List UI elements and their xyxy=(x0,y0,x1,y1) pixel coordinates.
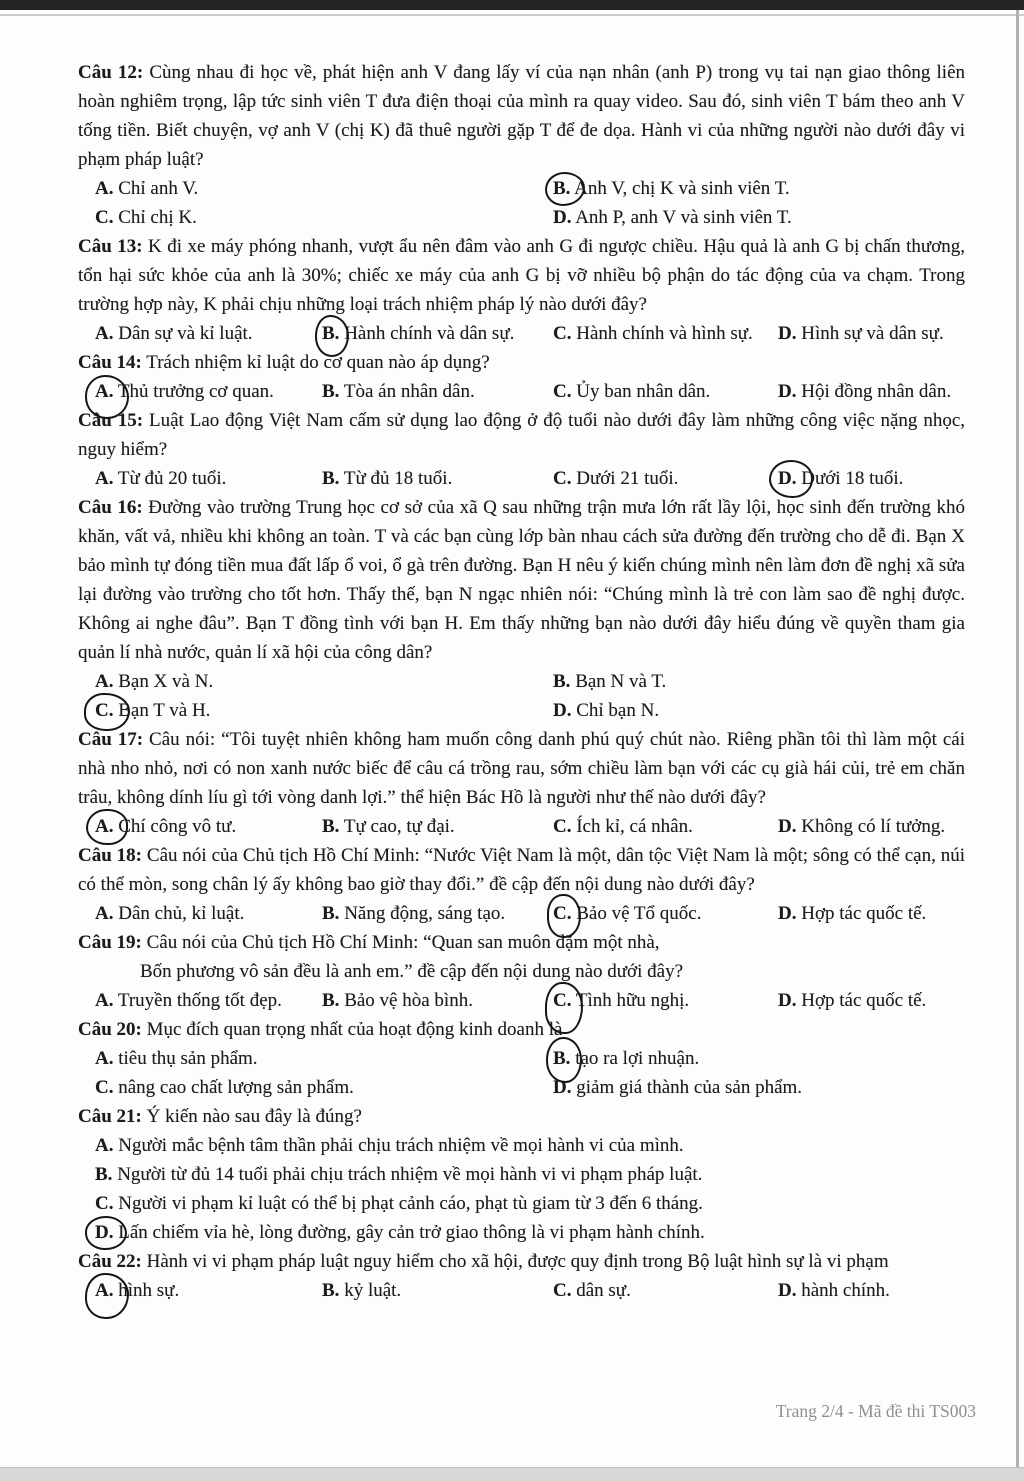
option-text: Truyền thống tốt đẹp. xyxy=(117,990,282,1011)
option-c xyxy=(553,986,778,1015)
option-letter: A. xyxy=(95,1135,114,1156)
options-grid xyxy=(78,464,965,493)
options-grid xyxy=(78,1044,965,1102)
question-15 xyxy=(78,406,965,493)
option-c xyxy=(95,1073,553,1102)
question-body: Câu nói của Chủ tịch Hồ Chí Minh: “Quan san muôn dặm một nhà, xyxy=(146,932,660,953)
option-a xyxy=(95,812,322,841)
option-letter: A. xyxy=(95,323,114,344)
options-grid xyxy=(78,174,965,232)
option-letter: A. xyxy=(95,468,114,489)
question-text xyxy=(78,1102,965,1131)
option-letter: A. xyxy=(95,377,113,406)
option-d xyxy=(778,986,965,1015)
option-letter: D. xyxy=(553,1077,572,1098)
option-letter: D. xyxy=(778,903,797,924)
question-12 xyxy=(78,58,965,232)
page-footer: Trang 2/4 - Mã đề thi TS003 xyxy=(775,1401,976,1421)
option-c xyxy=(95,203,553,232)
option-text: Dân sự và kỉ luật. xyxy=(118,323,253,344)
options-grid xyxy=(78,986,965,1015)
option-d xyxy=(778,319,965,348)
options-list xyxy=(78,1131,965,1247)
option-letter: B. xyxy=(553,1044,570,1073)
option-text: giảm giá thành của sản phẩm. xyxy=(576,1077,803,1098)
option-a xyxy=(95,1131,965,1160)
option-letter: A. xyxy=(95,990,114,1011)
question-body: Hành vi vi phạm pháp luật nguy hiểm cho xã hội, được quy định trong Bộ luật hình sự là vi phạm xyxy=(146,1251,889,1272)
question-text-line2 xyxy=(78,957,965,986)
option-text: Anh V, chị K và sinh viên T. xyxy=(574,178,790,199)
option-letter: B. xyxy=(553,174,570,203)
option-letter: C. xyxy=(553,1280,572,1301)
question-label: Câu 12: xyxy=(78,62,144,83)
option-c xyxy=(95,696,553,725)
option-text: Chí công vô tư. xyxy=(118,816,237,837)
option-d xyxy=(778,812,965,841)
option-text: Anh P, anh V và sinh viên T. xyxy=(575,207,792,228)
option-letter: C. xyxy=(553,381,572,402)
option-text: Từ đủ 20 tuổi. xyxy=(117,468,227,489)
option-letter: D. xyxy=(778,816,797,837)
option-text: Hành chính và dân sự. xyxy=(344,323,515,344)
exam-page xyxy=(78,58,965,1305)
question-body: Luật Lao động Việt Nam cấm sử dụng lao động ở độ tuổi nào dưới đây làm những công việc nặng nhọc, nguy hiểm? xyxy=(78,410,966,460)
question-label: Câu 17: xyxy=(78,729,144,750)
option-text: Không có lí tưởng. xyxy=(801,816,946,837)
question-label: Câu 13: xyxy=(78,236,143,257)
question-18 xyxy=(78,841,965,928)
option-text: Dưới 21 tuổi. xyxy=(576,468,679,489)
question-body: Câu nói: “Tôi tuyệt nhiên không ham muốn công danh phú quý chút nào. Riêng phần tôi thì làm một cái nhà nho nhỏ, nơi có non xanh nước biếc để câu cá trồng rau, sớm chiều làm bạn với các cụ già hái củi, trẻ em chăn trâu, không dính líu gì tới vòng danh lợi.” thể hiện Bác Hồ là người như thế nào dưới đây? xyxy=(78,729,965,808)
option-a xyxy=(95,377,322,406)
option-d xyxy=(778,377,965,406)
question-21 xyxy=(78,1102,965,1247)
option-text: Dưới 18 tuổi. xyxy=(801,468,904,489)
scan-right-border xyxy=(1016,10,1019,1467)
option-letter: A. xyxy=(95,1048,114,1069)
option-text: Hội đồng nhân dân. xyxy=(801,381,952,402)
option-a xyxy=(95,899,322,928)
option-d xyxy=(553,203,965,232)
option-text: Bạn X và N. xyxy=(118,671,214,692)
option-letter: D. xyxy=(95,1218,113,1247)
option-letter: A. xyxy=(95,178,114,199)
option-c xyxy=(553,464,778,493)
option-letter: D. xyxy=(778,1280,797,1301)
option-text: Tự cao, tự đại. xyxy=(343,816,455,837)
option-c xyxy=(553,377,778,406)
option-a xyxy=(95,464,322,493)
option-letter: D. xyxy=(553,700,572,721)
option-text: Chỉ anh V. xyxy=(118,178,199,199)
question-body: Bốn phương vô sản đều là anh em.” đề cập đến nội dung nào dưới đây? xyxy=(140,961,684,982)
option-a xyxy=(95,1276,322,1305)
option-letter: D. xyxy=(778,464,796,493)
option-b xyxy=(95,1160,965,1189)
option-text: Bảo vệ hòa bình. xyxy=(344,990,473,1011)
question-text xyxy=(78,841,965,899)
question-text xyxy=(78,493,965,667)
question-label: Câu 14: xyxy=(78,352,142,373)
option-d xyxy=(778,899,965,928)
option-c xyxy=(553,899,778,928)
option-letter: B. xyxy=(322,903,340,924)
option-text: dân sự. xyxy=(576,1280,631,1301)
question-label: Câu 15: xyxy=(78,410,144,431)
options-grid xyxy=(78,319,965,348)
question-label: Câu 21: xyxy=(78,1106,142,1127)
option-d xyxy=(95,1218,965,1247)
option-text: Lấn chiếm vỉa hè, lòng đường, gây cản trở giao thông là vi phạm hành chính. xyxy=(118,1222,705,1243)
option-c xyxy=(95,1189,965,1218)
question-14 xyxy=(78,348,965,406)
option-c xyxy=(553,812,778,841)
option-b xyxy=(322,986,553,1015)
option-letter: C. xyxy=(553,816,572,837)
question-20 xyxy=(78,1015,965,1102)
options-grid xyxy=(78,377,965,406)
option-a xyxy=(95,1044,553,1073)
option-text: tạo ra lợi nhuận. xyxy=(575,1048,700,1069)
question-body: Trách nhiệm kỉ luật do cơ quan nào áp dụng? xyxy=(146,352,490,373)
question-text xyxy=(78,725,965,812)
option-letter: D. xyxy=(778,990,797,1011)
option-text: Hợp tác quốc tế. xyxy=(801,903,927,924)
option-letter: D. xyxy=(778,323,797,344)
option-text: tiêu thụ sản phẩm. xyxy=(118,1048,258,1069)
question-text xyxy=(78,1247,965,1276)
option-letter: B. xyxy=(553,671,571,692)
option-letter: B. xyxy=(322,319,339,348)
option-d xyxy=(553,696,965,725)
option-b xyxy=(322,1276,553,1305)
option-letter: C. xyxy=(95,696,113,725)
question-text xyxy=(78,232,965,319)
option-letter: B. xyxy=(322,816,340,837)
option-text: Người từ đủ 14 tuổi phải chịu trách nhiệm về mọi hành vi vi phạm pháp luật. xyxy=(117,1164,703,1185)
options-grid xyxy=(78,667,965,725)
option-d xyxy=(553,1073,965,1102)
question-label: Câu 18: xyxy=(78,845,143,866)
option-text: Thủ trưởng cơ quan. xyxy=(117,381,274,402)
option-text: kỷ luật. xyxy=(344,1280,402,1301)
option-letter: C. xyxy=(95,1193,114,1214)
question-13 xyxy=(78,232,965,348)
question-text xyxy=(78,928,965,957)
option-text: Hình sự và dân sự. xyxy=(801,323,944,344)
question-body: K đi xe máy phóng nhanh, vượt ẩu nên đâm vào anh G đi ngược chiều. Hậu quả là anh G bị chấn thương, tổn hại sức khỏe của anh là 30%; chiếc xe máy của anh G bị vỡ nhiều bộ phận do tác động của va chạm. Trong trường hợp này, K phải chịu những loại trách nhiệm pháp lý nào dưới đây? xyxy=(78,236,965,315)
option-letter: A. xyxy=(95,812,113,841)
option-b xyxy=(553,1044,965,1073)
option-text: Hợp tác quốc tế. xyxy=(801,990,927,1011)
question-body: Cùng nhau đi học về, phát hiện anh V đang lấy ví của nạn nhân (anh P) trong vụ tai nạn giao thông liên hoàn nghiêm trọng, lập tức sinh viên T đưa điện thoại của mình ra quay video. Sau đó, sinh viên T bám theo anh V tống tiền. Biết chuyện, vợ anh V (chị K) đã thuê người gặp T để đe dọa. Hành vi của những người nào dưới đây vi phạm pháp luật? xyxy=(78,62,966,170)
option-text: Năng động, sáng tạo. xyxy=(344,903,506,924)
question-text xyxy=(78,1015,965,1044)
option-c xyxy=(553,1276,778,1305)
option-letter: C. xyxy=(95,207,114,228)
option-text: Bạn N và T. xyxy=(575,671,667,692)
option-text: Chỉ bạn N. xyxy=(576,700,660,721)
option-letter: C. xyxy=(95,1077,114,1098)
scan-top-border xyxy=(0,14,1024,16)
option-text: nâng cao chất lượng sản phẩm. xyxy=(118,1077,354,1098)
option-letter: B. xyxy=(95,1164,113,1185)
options-grid xyxy=(78,899,965,928)
option-letter: B. xyxy=(322,468,340,489)
question-19 xyxy=(78,928,965,1015)
question-body: Đường vào trường Trung học cơ sở của xã Q sau những trận mưa lớn rất lầy lội, học sinh đến trường khó khăn, vất vả, nhiều khi không an toàn. T và các bạn cùng lớp bàn nhau cách sửa đường đến trường cho dễ đi. Bạn X bảo mình tự đóng tiền mua đất lấp ổ voi, ổ gà trên đường. Bạn H nêu ý kiến chúng mình nên làm đơn đề nghị xã sửa lại đường vào trường cho tốt hơn. Thấy thế, bạn N ngạc nhiên nói: “Chúng mình là trẻ con làm sao đề nghị được. Không ai nghe đâu”. Bạn T đồng tình với bạn H. Em thấy những bạn nào dưới đây hiểu đúng về quyền tham gia quản lí nhà nước, quản lí xã hội của công dân? xyxy=(78,497,965,663)
question-label: Câu 22: xyxy=(78,1251,142,1272)
question-body: Ý kiến nào sau đây là đúng? xyxy=(146,1106,362,1127)
question-17 xyxy=(78,725,965,841)
option-d xyxy=(778,464,965,493)
option-text: hành chính. xyxy=(801,1280,890,1301)
option-letter: A. xyxy=(95,671,114,692)
option-text: Ích kỉ, cá nhân. xyxy=(576,816,693,837)
option-a xyxy=(95,986,322,1015)
option-text: Ủy ban nhân dân. xyxy=(576,381,711,402)
options-grid xyxy=(78,812,965,841)
option-letter: D. xyxy=(778,381,797,402)
question-label: Câu 19: xyxy=(78,932,142,953)
question-body: Câu nói của Chủ tịch Hồ Chí Minh: “Nước Việt Nam là một, dân tộc Việt Nam là một; sông có thể cạn, núi có thể mòn, song chân lý ấy không bao giờ thay đổi.” đề cập đến nội dung nào dưới đây? xyxy=(78,845,965,895)
question-16 xyxy=(78,493,965,725)
option-a xyxy=(95,319,322,348)
options-grid xyxy=(78,1276,965,1305)
question-text xyxy=(78,406,965,464)
option-text: Dân chủ, kỉ luật. xyxy=(118,903,245,924)
option-letter: A. xyxy=(95,903,114,924)
option-b xyxy=(322,377,553,406)
option-text: hình sự. xyxy=(118,1280,180,1301)
question-text xyxy=(78,348,965,377)
option-text: Từ đủ 18 tuổi. xyxy=(343,468,453,489)
question-text xyxy=(78,58,965,174)
option-letter: C. xyxy=(553,468,572,489)
option-text: Tình hữu nghị. xyxy=(575,990,690,1011)
question-22 xyxy=(78,1247,965,1305)
option-text: Bảo vệ Tổ quốc. xyxy=(576,903,702,924)
option-text: Chỉ chị K. xyxy=(118,207,197,228)
option-letter: A. xyxy=(95,1276,113,1305)
option-b xyxy=(322,899,553,928)
option-b xyxy=(322,319,553,348)
option-text: Người vi phạm kỉ luật có thể bị phạt cảnh cáo, phạt tù giam từ 3 đến 6 tháng. xyxy=(118,1193,703,1214)
option-text: Bạn T và H. xyxy=(118,700,211,721)
question-label: Câu 20: xyxy=(78,1019,142,1040)
option-letter: C. xyxy=(553,899,571,928)
option-letter: B. xyxy=(322,990,340,1011)
option-b xyxy=(322,812,553,841)
option-letter: C. xyxy=(553,323,572,344)
option-text: Tòa án nhân dân. xyxy=(343,381,475,402)
option-text: Hành chính và hình sự. xyxy=(576,323,753,344)
question-body: Mục đích quan trọng nhất của hoạt động kinh doanh là xyxy=(146,1019,563,1040)
question-label: Câu 16: xyxy=(78,497,143,518)
option-letter: B. xyxy=(322,381,340,402)
option-letter: D. xyxy=(553,207,572,228)
scan-bottom-edge xyxy=(0,1467,1024,1481)
option-b xyxy=(553,174,965,203)
option-b xyxy=(322,464,553,493)
scan-top-edge xyxy=(0,0,1024,10)
option-b xyxy=(553,667,965,696)
option-letter: C. xyxy=(553,986,571,1015)
option-a xyxy=(95,174,553,203)
option-text: Người mắc bệnh tâm thần phải chịu trách nhiệm về mọi hành vi của mình. xyxy=(118,1135,684,1156)
option-c xyxy=(553,319,778,348)
option-d xyxy=(778,1276,965,1305)
option-a xyxy=(95,667,553,696)
option-letter: B. xyxy=(322,1280,340,1301)
